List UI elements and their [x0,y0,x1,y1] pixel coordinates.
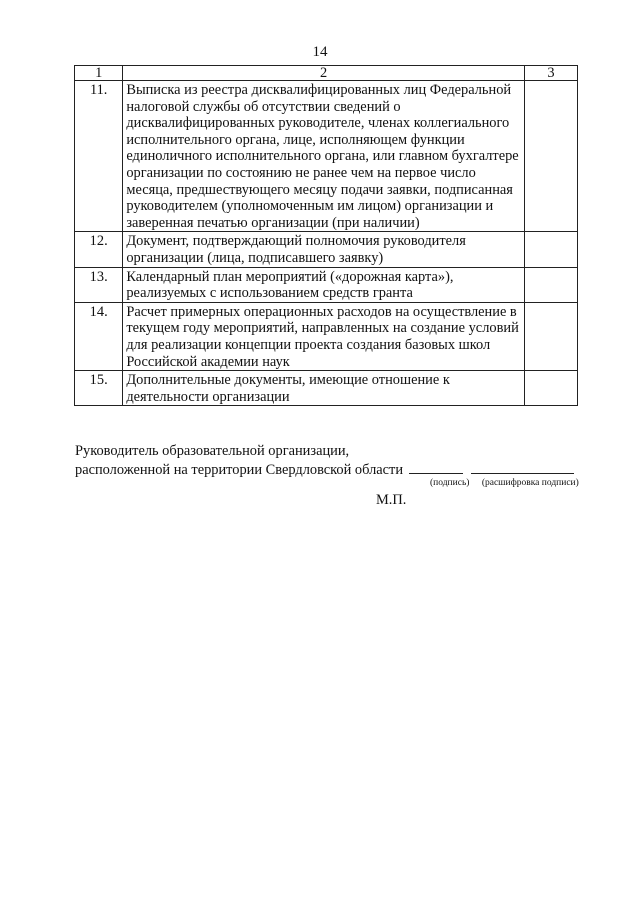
table-row [75,232,578,267]
signature-block [75,443,615,479]
row-number: 11. [75,81,123,232]
signature-decode-blank [471,460,574,474]
row-mark-cell [524,302,577,370]
row-mark-cell [524,267,577,302]
table-header-row [75,66,578,81]
caption-signature-decode: (расшифровка подписи) [481,478,579,488]
table-row [75,371,578,406]
signature-line-1: Руководитель образовательной организации, [75,443,350,459]
row-number: 12. [75,232,123,267]
column-header-document: 2 [123,66,525,81]
caption-signature: (подпись) [430,478,470,488]
column-header-number: 1 [75,66,123,81]
signature-line-2: расположенной на территории Свердловской области [75,462,404,478]
table-row [75,267,578,302]
table-row [75,81,578,232]
documents-table [74,65,578,406]
row-number: 13. [75,267,123,302]
column-header-mark: 3 [524,66,577,81]
signature-captions [430,478,579,488]
page-number: 14 [312,44,328,60]
row-document-text: Расчет примерных операционных расходов на осуществление в текущем году мероприятий, направленных на создание условий для реализации концепции проекта создания базовых школ Российской академии наук [123,302,525,370]
row-document-text: Дополнительные документы, имеющие отношение к деятельности организации [123,371,525,406]
signature-line-2-wrapper [75,460,615,479]
row-document-text: Документ, подтверждающий полномочия руководителя организации (лица, подписавшего заявку) [123,232,525,267]
row-document-text: Выписка из реестра дисквалифицированных лиц Федеральной налоговой службы об отсутствии сведений о дисквалифицированных руководителе, членах коллегиального исполнительного органа, лице, исполняющем функции единоличного исполнительного органа, или главном бухгалтере организации по состоянию не ранее чем на первое число месяца, предшествующего месяцу подачи заявки, подписанная руководителем (уполномоченным им лицом) организации и заверенная печатью организации (при наличии) [123,81,525,232]
row-mark-cell [524,232,577,267]
row-number: 14. [75,302,123,370]
row-mark-cell [524,81,577,232]
signature-blank [409,460,463,474]
row-number: 15. [75,371,123,406]
row-document-text: Календарный план мероприятий («дорожная карта»), реализуемых с использованием средств гранта [123,267,525,302]
stamp-placeholder: М.П. [376,492,407,508]
table-row [75,302,578,370]
row-mark-cell [524,371,577,406]
